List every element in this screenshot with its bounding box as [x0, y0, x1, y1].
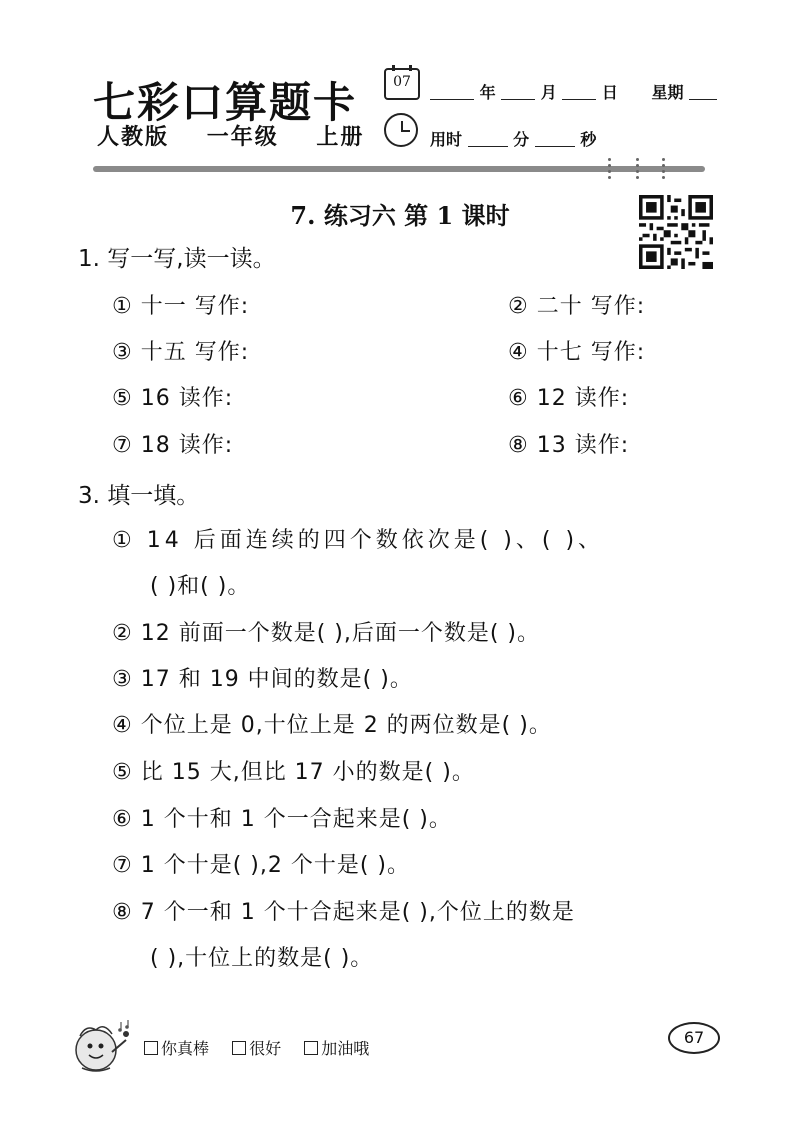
month-label: 月 — [540, 83, 557, 102]
month-blank[interactable] — [501, 83, 535, 100]
divider-dots — [636, 158, 639, 180]
s1-item-3: ③ 十五 写作: — [112, 340, 250, 365]
header-divider — [93, 166, 705, 172]
s1-item-6: ⑥ 12 读作: — [508, 386, 630, 411]
date-fields — [430, 80, 717, 103]
minute-blank[interactable] — [468, 130, 508, 147]
s3-q8-line2: ( ),十位上的数是( )。 — [150, 946, 374, 971]
rating-option-3[interactable]: 加油哦 — [304, 1039, 369, 1058]
year-label: 年 — [479, 83, 496, 102]
divider-dots — [608, 158, 611, 180]
divider-dots — [662, 158, 665, 180]
volume: 上册 — [316, 125, 365, 150]
checkbox-icon[interactable] — [232, 1041, 246, 1055]
s3-q5: ⑤ 比 15 大,但比 17 小的数是( )。 — [112, 760, 475, 785]
s3-q1-line1: ① 14 后面连续的四个数依次是( )、( )、 — [112, 528, 605, 553]
day-label: 日 — [601, 83, 618, 102]
self-rating — [144, 1036, 387, 1059]
checkbox-icon[interactable] — [144, 1041, 158, 1055]
calendar-icon — [384, 68, 420, 100]
section1-heading: 1. 写一写,读一读。 — [78, 246, 276, 272]
week-blank[interactable] — [689, 83, 717, 100]
calendar-day: 07 — [393, 74, 411, 90]
year-blank[interactable] — [430, 83, 474, 100]
edition-grade-volume — [97, 120, 364, 151]
s1-item-5: ⑤ 16 读作: — [112, 386, 234, 411]
minute-label: 分 — [513, 130, 530, 149]
brand-title: 七彩口算题卡 — [93, 78, 358, 127]
mascot-icon — [66, 1010, 136, 1080]
rating-option-2[interactable]: 很好 — [232, 1039, 281, 1058]
time-fields — [430, 127, 596, 150]
s3-q4: ④ 个位上是 0,十位上是 2 的两位数是( )。 — [112, 713, 552, 738]
s3-q8-line1: ⑧ 7 个一和 1 个十合起来是( ),个位上的数是 — [112, 900, 575, 925]
rating-option-1[interactable]: 你真棒 — [144, 1039, 209, 1058]
second-blank[interactable] — [535, 130, 575, 147]
edition: 人教版 — [97, 125, 170, 150]
s1-item-1: ① 十一 写作: — [112, 294, 250, 319]
page-number: 67 — [668, 1022, 720, 1054]
week-label: 星期 — [651, 83, 684, 102]
s3-q3: ③ 17 和 19 中间的数是( )。 — [112, 667, 413, 692]
lesson-title: 7. 练习六 第 1 课时 — [290, 201, 510, 230]
s3-q1-line2: ( )和( )。 — [150, 574, 251, 599]
qr-code-icon[interactable] — [638, 195, 714, 269]
s1-item-4: ④ 十七 写作: — [508, 340, 646, 365]
section3-heading: 3. 填一填。 — [78, 483, 200, 509]
s1-item-2: ② 二十 写作: — [508, 294, 646, 319]
s1-item-8: ⑧ 13 读作: — [508, 433, 630, 458]
second-label: 秒 — [580, 130, 597, 149]
s3-q7: ⑦ 1 个十是( ),2 个十是( )。 — [112, 853, 411, 878]
time-label: 用时 — [430, 130, 463, 149]
day-blank[interactable] — [562, 83, 596, 100]
checkbox-icon[interactable] — [304, 1041, 318, 1055]
s3-q6: ⑥ 1 个十和 1 个一合起来是( )。 — [112, 807, 452, 832]
grade: 一年级 — [206, 125, 279, 150]
clock-icon — [384, 113, 418, 147]
s3-q2: ② 12 前面一个数是( ),后面一个数是( )。 — [112, 621, 541, 646]
s1-item-7: ⑦ 18 读作: — [112, 433, 234, 458]
